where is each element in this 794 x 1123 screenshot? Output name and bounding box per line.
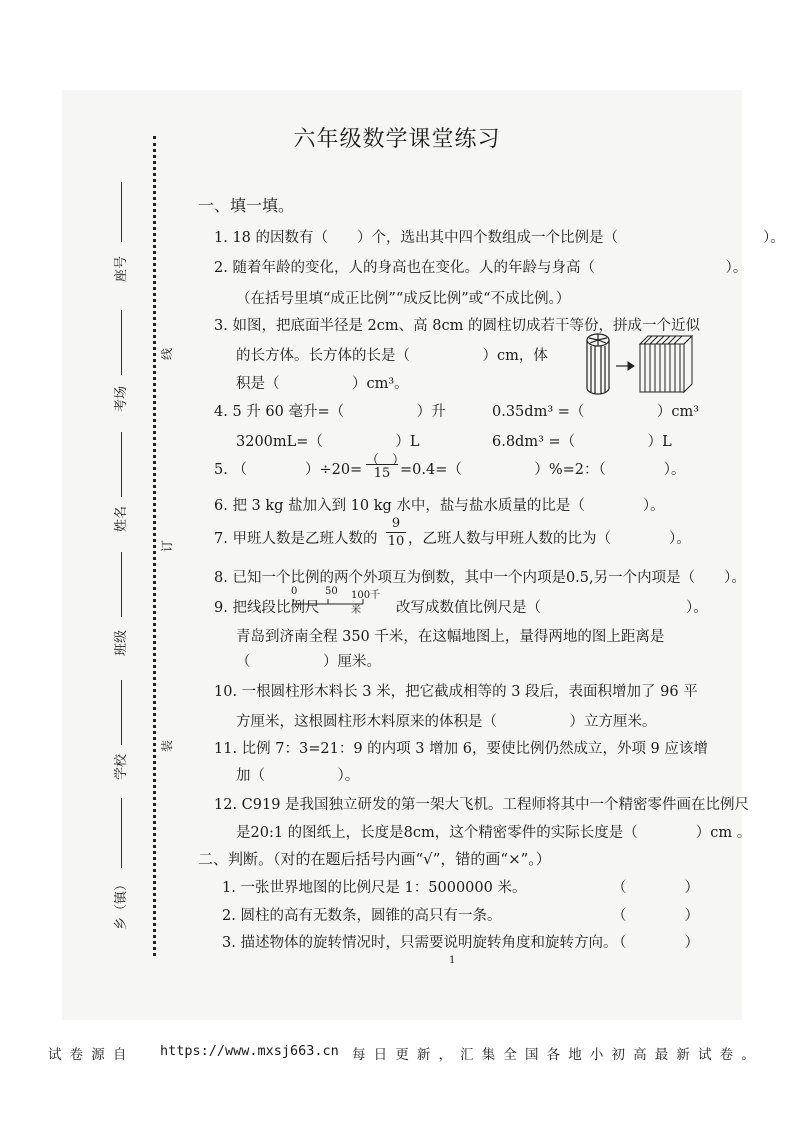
q2-line1: 2. 随着年龄的变化，人的身高也在变化。人的年龄与身高（ ）。 — [214, 260, 748, 276]
bind-word-order: 订 — [160, 539, 174, 552]
judge-item-2: 2. 圆柱的高有无数条，圆锥的高只有一条。 — [222, 908, 502, 924]
q10-line1: 10. 一根圆柱形木料长 3 米，把它截成相等的 3 段后，表面积增加了 96 平 — [214, 684, 698, 700]
q5-right: =0.4=（ ）%=2：（ ）。 — [400, 462, 686, 478]
line-segment-scale — [285, 586, 385, 616]
scale-label-50: 50 — [325, 586, 338, 597]
q10-line2: 方厘米，这根圆柱形木料原来的体积是（ ）立方厘米。 — [236, 714, 657, 730]
bind-word-line: 线 — [160, 347, 174, 360]
q4-line2-right: 6.8dm³ =（ ）L — [492, 434, 672, 450]
q7-fraction — [386, 516, 406, 549]
q7-right: ，乙班人数与甲班人数的比为（ ）。 — [408, 531, 691, 547]
bind-word-bind: 装 — [160, 739, 174, 752]
judge-bracket-2: （ ） — [612, 908, 699, 924]
field-class: 班级 — [114, 629, 129, 656]
q7-fraction-numerator: 9 — [391, 516, 401, 531]
field-school: 学校 — [114, 753, 129, 780]
q2-line2: （在括号里填“成正比例”“成反比例”或“不成比例。） — [236, 291, 571, 307]
town-underline — [121, 798, 122, 868]
q7-left: 7. 甲班人数是乙班人数的 — [214, 531, 378, 547]
cylinder-icon — [587, 334, 609, 394]
q4-line1-left: 4. 5 升 60 毫升=（ ）升 — [214, 404, 446, 420]
room-underline — [121, 310, 122, 375]
q4-line2-left: 3200mL=（ ）L — [236, 434, 420, 450]
scale-label-0: 0 — [291, 586, 298, 597]
field-room: 考场 — [114, 385, 129, 412]
scale-bar — [285, 598, 385, 608]
q9-right: 改写成数值比例尺是（ ）。 — [396, 600, 708, 616]
q11-line2: 加（ ）。 — [236, 768, 360, 784]
class-underline — [121, 552, 122, 617]
footer-slogan: 每 日 更 新 ， 汇 集 全 国 各 地 小 初 高 最 新 试 卷 。 — [352, 1047, 755, 1063]
q5-fraction-denominator: 15 — [373, 466, 391, 481]
judge-item-3: 3. 描述物体的旋转情况时，只需要说明旋转角度和旋转方向。 — [222, 935, 618, 951]
q9-line2: 青岛到济南全程 350 千米，在这幅地图上，量得两地的图上距离是 — [236, 629, 665, 645]
seat-underline — [121, 182, 122, 242]
q6: 6. 把 3 kg 盐加入到 10 kg 水中，盐与盐水质量的比是（ ）。 — [214, 498, 665, 514]
q7-fraction-denominator: 10 — [387, 534, 405, 549]
judge-bracket-3: （ ） — [612, 935, 699, 951]
page-title: 六年级数学课堂练习 — [293, 127, 501, 152]
q3-line3: 积是（ ）cm³。 — [236, 376, 409, 392]
q5-fraction: （ ） 15 — [366, 453, 406, 481]
scale-label-100: 100千米 — [351, 590, 381, 616]
section2-heading: 二、判断。（对的在题后括号内画“√”，错的画“×”。） — [198, 850, 551, 868]
name-underline — [121, 432, 122, 497]
q9-left: 9. 把线段比例尺 — [214, 600, 320, 616]
field-name: 姓名 — [114, 505, 129, 532]
judge-item-1: 1. 一张世界地图的比例尺是 1：5000000 米。 — [222, 880, 527, 896]
section1-heading: 一、填一填。 — [198, 196, 295, 215]
arrow-icon — [616, 362, 634, 370]
q5-left: 5. （ ）÷20= — [214, 462, 363, 478]
cylinder-to-cuboid-figure — [584, 330, 694, 400]
field-seat: 座号 — [114, 255, 129, 282]
q9-line3: （ ）厘米。 — [236, 654, 381, 670]
school-underline — [121, 680, 122, 745]
binding-dotted-line — [153, 136, 156, 956]
q1: 1. 18 的因数有（ ）个，选出其中四个数组成一个比例是（ ）。 — [214, 230, 785, 246]
q4-line1-right: 0.35dm³ =（ ）cm³ — [492, 404, 700, 420]
footer-url[interactable]: https://www.mxsj663.cn — [160, 1043, 339, 1059]
judge-bracket-1: （ ） — [612, 880, 699, 896]
q3-line2: 的长方体。长方体的长是（ ）cm，体 — [236, 348, 548, 364]
q11-line1: 11. 比例 7：3=21：9 的内项 3 增加 6，要使比例仍然成立，外项 9 应该增 — [214, 741, 708, 757]
q3-line1: 3. 如图，把底面半径是 2cm、高 8cm 的圆柱切成若干等份，拼成一个近似 — [214, 318, 700, 334]
field-town: 乡（镇） — [114, 877, 129, 930]
q8: 8. 已知一个比例的两个外项互为倒数，其中一个内项是0.5,另一个内项是（ ）。 — [214, 570, 746, 586]
q12-line1: 12. C919 是我国独立研发的第一架大飞机。工程师将其中一个精密零件画在比例尺 — [214, 797, 750, 813]
footer-source: 试 卷 源 自 — [48, 1047, 127, 1063]
q12-line2: 是20:1 的图纸上，长度是8cm，这个精密零件的实际长度是（ ）cm 。 — [236, 825, 752, 841]
cuboid-icon — [640, 336, 692, 392]
page-number: 1 — [449, 955, 456, 966]
